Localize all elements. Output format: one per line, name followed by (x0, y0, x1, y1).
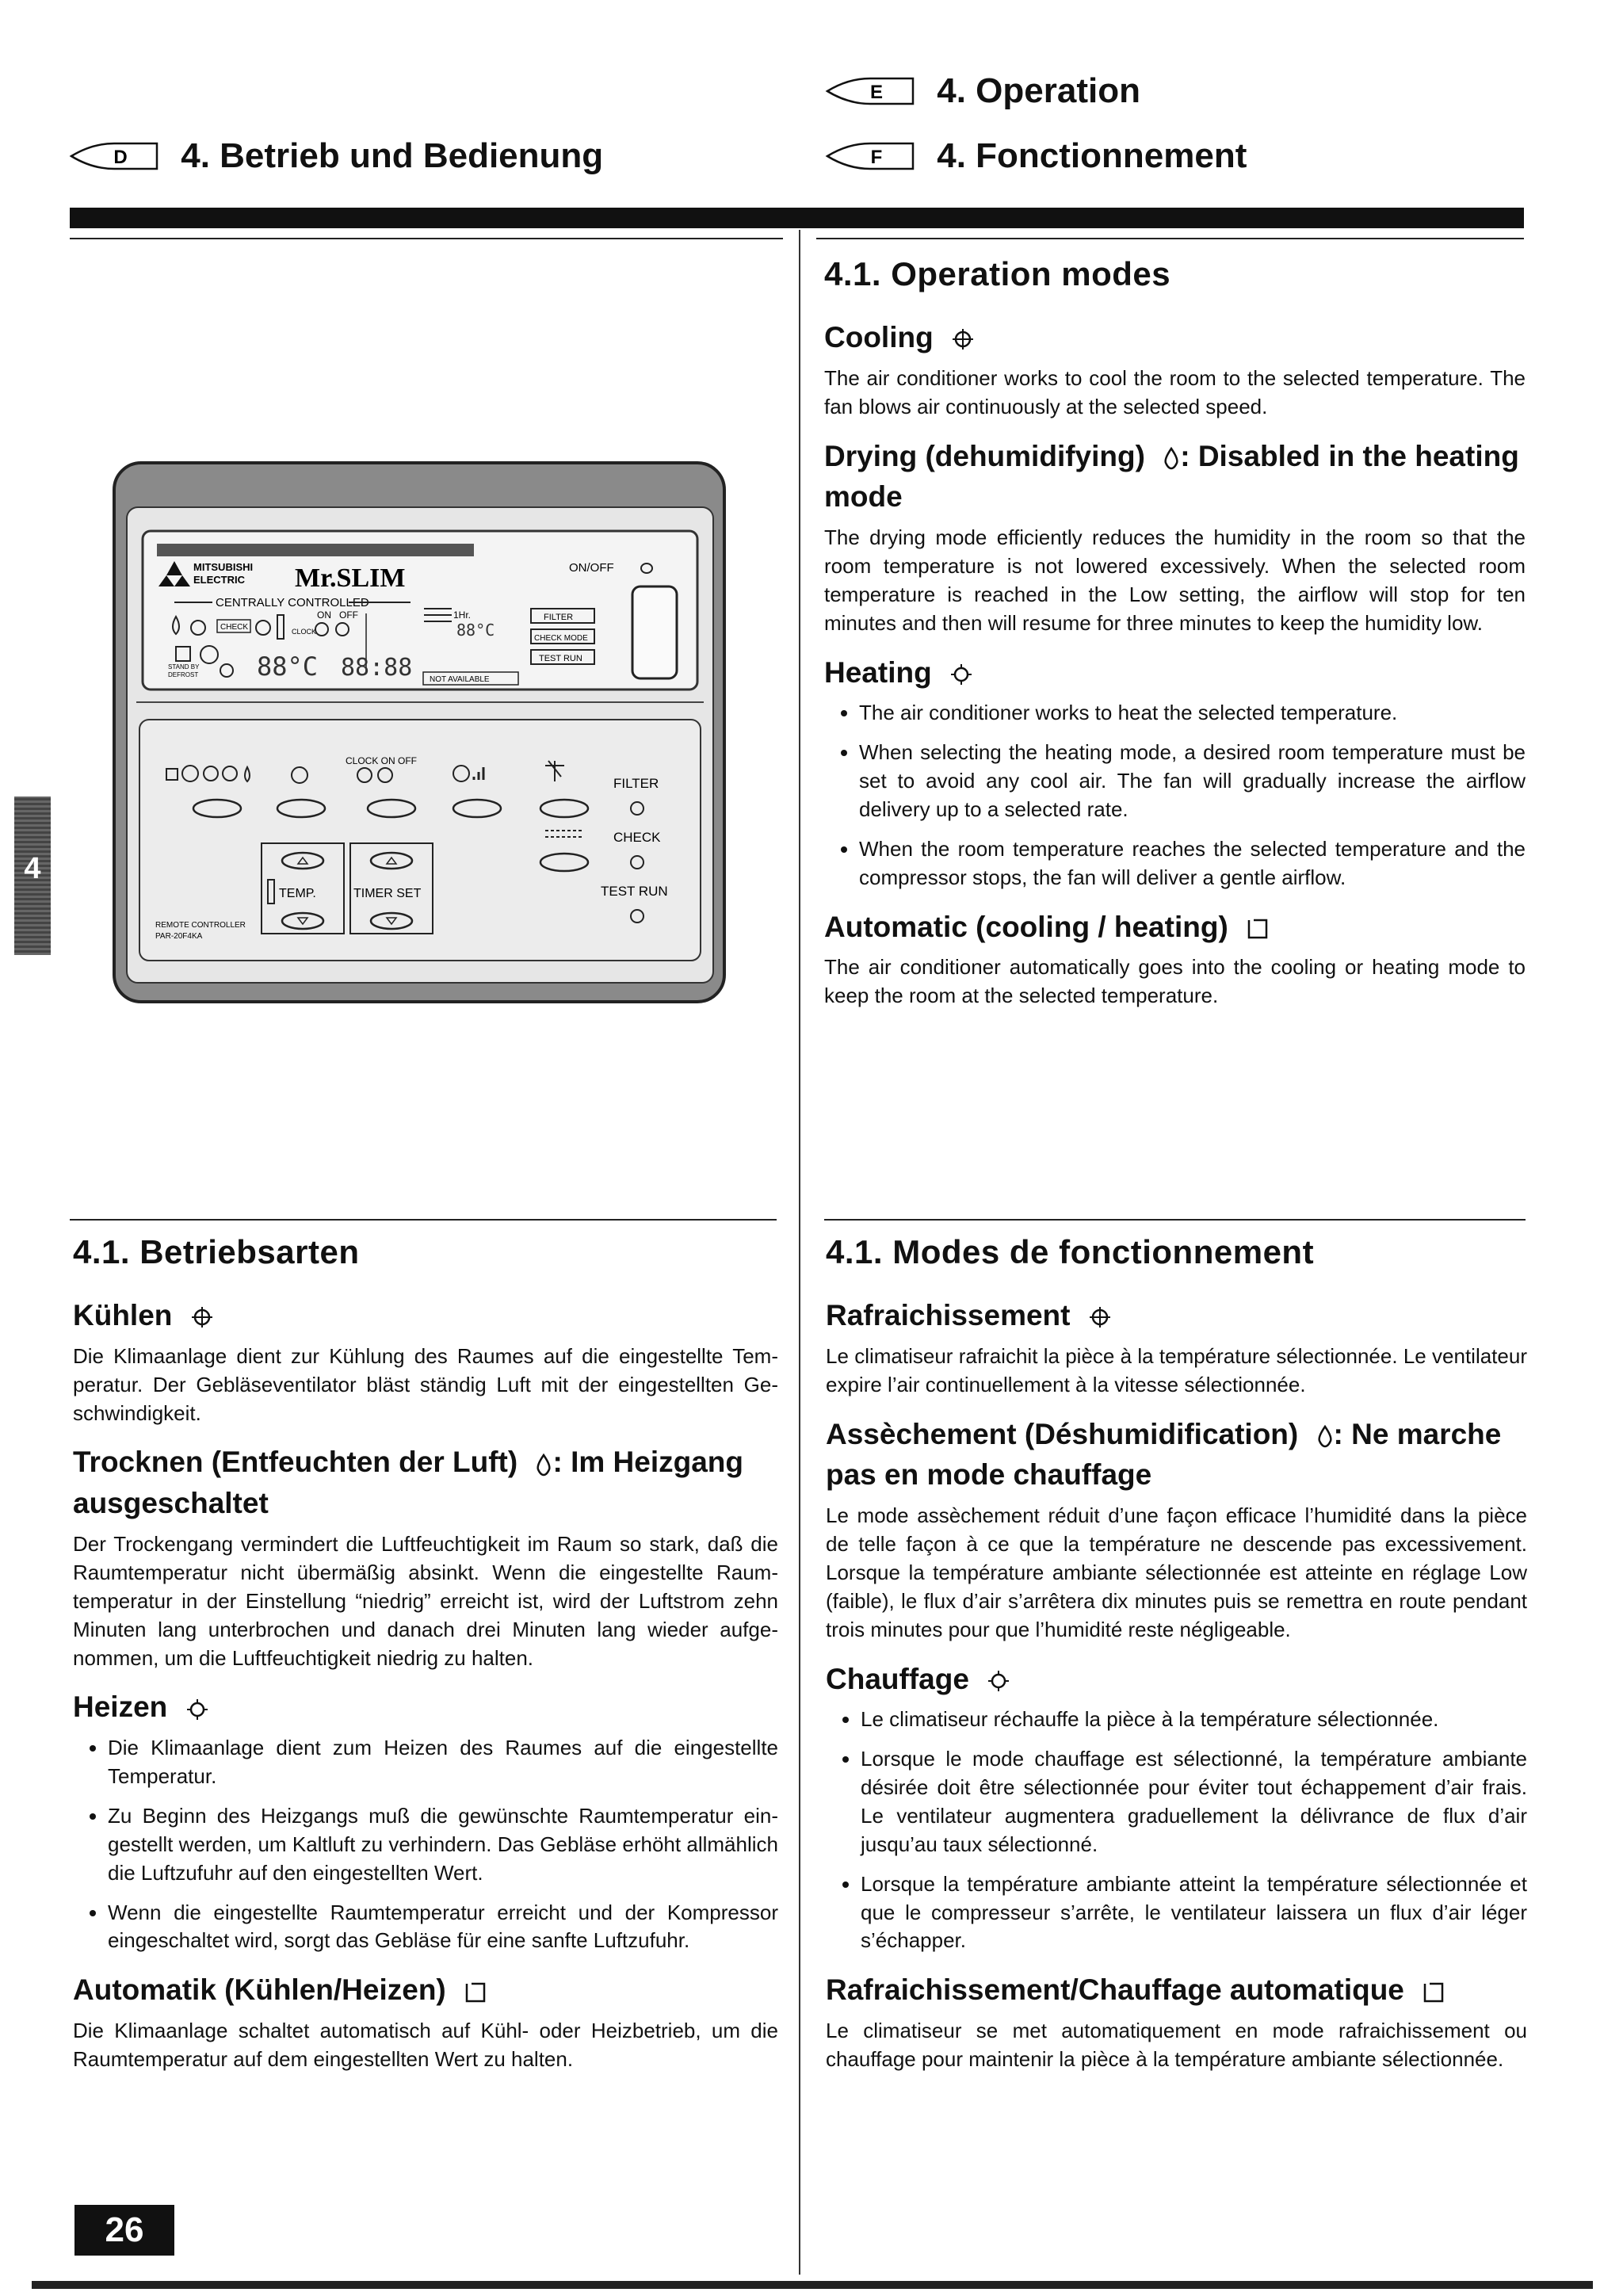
divider (824, 1219, 1526, 1221)
temp-button-label: TEMP. (279, 887, 316, 900)
cooling-text: Le climatiseur rafraichit la pièce à la température sélectionnée. Le ventilateur expire l’air continuellement à la vitesse sélectionnée. (826, 1343, 1527, 1396)
list-item: • Die Klimaanlage dient zum Heizen des Raumes auf die eingestellte Temperatur. (108, 1734, 778, 1791)
language-badge-icon (824, 140, 916, 172)
page-number: 26 (74, 2205, 174, 2256)
drop-icon (1316, 1424, 1334, 1448)
auto-mode-icon (1422, 1981, 1445, 2004)
drying-heading: Trocknen (Entfeuchten der Luft) : Im Heizgang ausgeschaltet (73, 1446, 743, 1520)
on-label: ON (317, 609, 331, 621)
divider (70, 238, 783, 239)
test-run-indicator-label: TEST RUN (539, 654, 582, 663)
heating-list (826, 1706, 1527, 1955)
language-badge-icon (68, 140, 160, 172)
divider (816, 238, 1524, 239)
cooling-text: Die Klimaanlage dient zur Kühlung des Raumes auf die eingestellte Temperatur. Der Gebläseventilator bläst ständig Luft mit der eingestellten Geschwindigkeit. (73, 1343, 778, 1425)
drying-text: The drying mode efficiently reduces the humidity in the room so that the room temperature is not lowered excessively. When the selected room temperature is reached in the Low setting, the airflow will stop for ten minutes and then will resume for three minutes to keep the humidity low. (824, 525, 1526, 635)
remote-controller-label: REMOTE CONTROLLER (155, 921, 246, 930)
automatic-text: Le climatiseur se met automatiquement en mode rafraichissement ou chauffage pour maintenir la pièce à la température ambiante sélectionnée. (826, 2019, 1527, 2071)
french-column (826, 1233, 1527, 2079)
section-title: 4.1. Modes de fonctionnement (826, 1233, 1315, 1270)
heating-list (73, 1734, 778, 1955)
heating-heading: Heizen (73, 1687, 778, 1728)
time-display: 88:88 (341, 654, 413, 682)
check-mode-indicator-label: CHECK MODE (534, 634, 588, 643)
snowflake-icon (190, 1305, 214, 1329)
list-item: • Lorsque le mode chauffage est sélectionné, la température ambiante désirée doit être sélectionnée pour éviter tout échappement d’air frais. Le ventilateur augmentera graduellement la délivrance de flux d’air jusqu’au taux sélectionné. (861, 1745, 1527, 1859)
one-hour-label: 1Hr. (453, 609, 472, 621)
header-german (68, 135, 603, 176)
clock-label: CLOCK (292, 628, 317, 636)
section-title: 4.1. Betriebsarten (73, 1233, 360, 1270)
sun-icon (185, 1698, 209, 1721)
onoff-label: ON/OFF (569, 561, 614, 575)
clock-on-off-label: CLOCK ON OFF (346, 755, 418, 766)
small-temperature-display: 88°C (456, 621, 495, 640)
list-item: • The air conditioner works to heat the selected temperature. (859, 699, 1526, 728)
brand-line-1: MITSUBISHI (193, 561, 254, 573)
language-code: F (870, 147, 883, 169)
german-column (73, 1233, 778, 2079)
cooling-text: The air conditioner works to cool the room to the selected temperature. The fan blows air continuously at the selected speed. (824, 365, 1526, 418)
test-run-button-label: TEST RUN (601, 884, 668, 899)
english-column (824, 255, 1526, 1015)
remote-model-label: PAR-20F4KA (155, 932, 203, 941)
list-item: • Wenn die eingestellte Raumtemperatur erreicht und der Kompressor eingeschaltet wird, sorgt das Gebläse für eine sanfte Luftzufuhr. (108, 1899, 778, 1956)
timer-set-button-label: TIMER SET (353, 887, 422, 900)
drop-icon (1163, 446, 1180, 470)
sun-icon (987, 1669, 1010, 1693)
defrost-label: DEFROST (168, 671, 199, 678)
header-rule (70, 208, 1524, 228)
heating-heading: Chauffage (826, 1659, 1527, 1700)
header-title: 4. Operation (937, 71, 1140, 111)
not-available-label: NOT AVAILABLE (430, 675, 490, 684)
footer-rule (32, 2281, 1593, 2289)
list-item: • Le climatiseur réchauffe la pièce à la température sélectionnée. (861, 1706, 1527, 1734)
section-title: 4.1. Operation modes (824, 255, 1171, 292)
onoff-button (632, 586, 677, 678)
list-item: • Lorsque la température ambiante atteint la température sélectionnée et que le compresseur s’arrête, le ventilateur laissera un flux d’air léger s’échapper. (861, 1870, 1527, 1956)
divider (70, 1219, 777, 1221)
list-item: • When selecting the heating mode, a desired room temperature must be set to avoid any cool air. The fan will gradually increase the airflow delivery up to a selected rate. (859, 739, 1526, 824)
cooling-heading: Cooling (824, 317, 1526, 358)
automatic-heading: Rafraichissement/Chauffage automatique (826, 1969, 1527, 2011)
header-french (824, 135, 1247, 176)
auto-mode-icon (464, 1981, 487, 2004)
check-box-label: CHECK (220, 623, 249, 632)
cooling-heading: Rafraichissement (826, 1295, 1527, 1336)
automatic-text: Die Klimaanlage schaltet automatisch auf Kühl- oder Heizbetrieb, um die Raumtemperatur auf dem eingestellten Wert zu halten. (73, 2019, 778, 2071)
automatic-text: The air conditioner automatically goes into the cooling or heating mode to keep the room at the selected temperature. (824, 955, 1526, 1008)
chapter-tab-number: 4 (24, 852, 41, 885)
heating-heading: Heating (824, 652, 1526, 693)
automatic-heading: Automatic (cooling / heating) (824, 907, 1526, 948)
display-top-band (157, 544, 474, 556)
header-title: 4. Fonctionnement (937, 136, 1247, 176)
centrally-controlled-label: CENTRALLY CONTROLLED (216, 596, 369, 609)
language-badge-icon (824, 75, 916, 107)
brand-line-2: ELECTRIC (193, 574, 245, 586)
sun-icon (949, 663, 973, 686)
chapter-tab (14, 797, 51, 955)
header-english (824, 70, 1140, 111)
check-button-label: CHECK (613, 830, 661, 845)
header-title: 4. Betrieb und Bedienung (181, 136, 604, 176)
standby-label: STAND BY (168, 663, 200, 670)
heating-list (824, 699, 1526, 892)
list-item: • Zu Beginn des Heizgangs muß die gewünschte Raumtemperatur eingestellt werden, um Kaltluft zu verhindern. Das Gebläse erhöht allmählich die Luftzufuhr auf den eingestellten Wert. (108, 1802, 778, 1888)
drying-heading: Assèchement (Déshumidification) : Ne marche pas en mode chauffage (826, 1417, 1502, 1492)
column-divider (799, 230, 800, 2275)
list-item: • When the room temperature reaches the selected temperature and the compressor stops, the fan will deliver a gentle airflow. (859, 835, 1526, 892)
language-code: D (113, 147, 128, 169)
drop-icon (535, 1453, 552, 1477)
drying-text: Le mode assèchement réduit d’une façon efficace l’humidité dans la pièce de telle façon à ce que la température ne descende pas excessivement. Lorsque la température ambiante sélectionnée est atteinte en réglage Low (faible), le flux d’air s’arrêtera dix minutes puis se remettra en route pendant trois minutes pour que l’humidité reste négligeable. (826, 1503, 1527, 1641)
off-label: OFF (339, 609, 358, 621)
filter-button-label: FILTER (613, 776, 659, 791)
auto-mode-icon (1246, 917, 1270, 941)
drying-heading: Drying (dehumidifying) : Disabled in the heating mode (824, 439, 1519, 514)
temperature-display: 88°C (257, 651, 319, 682)
filter-indicator-label: FILTER (544, 613, 574, 622)
drying-text: Der Trockengang vermindert die Luftfeuchtigkeit im Raum so stark, daß die Raumtemperatur nicht übermäßig absinkt. Wenn die eingestellte Raumtemperatur in der Einstellung “niedrig” erreicht ist, wird der Luftstrom zehn Minuten lang unterbrochen und danach drei Minuten lang wieder aufgenommen, um die Luftfeuchtigkeit niedrig zu halten. (73, 1532, 778, 1670)
model-logo: Mr.SLIM (295, 563, 406, 593)
remote-controller-illustration (111, 460, 729, 1007)
automatic-heading: Automatik (Kühlen/Heizen) (73, 1969, 778, 2011)
snowflake-icon (951, 327, 975, 351)
language-code: E (869, 82, 884, 104)
snowflake-icon (1088, 1305, 1112, 1329)
cooling-heading: Kühlen (73, 1295, 778, 1336)
